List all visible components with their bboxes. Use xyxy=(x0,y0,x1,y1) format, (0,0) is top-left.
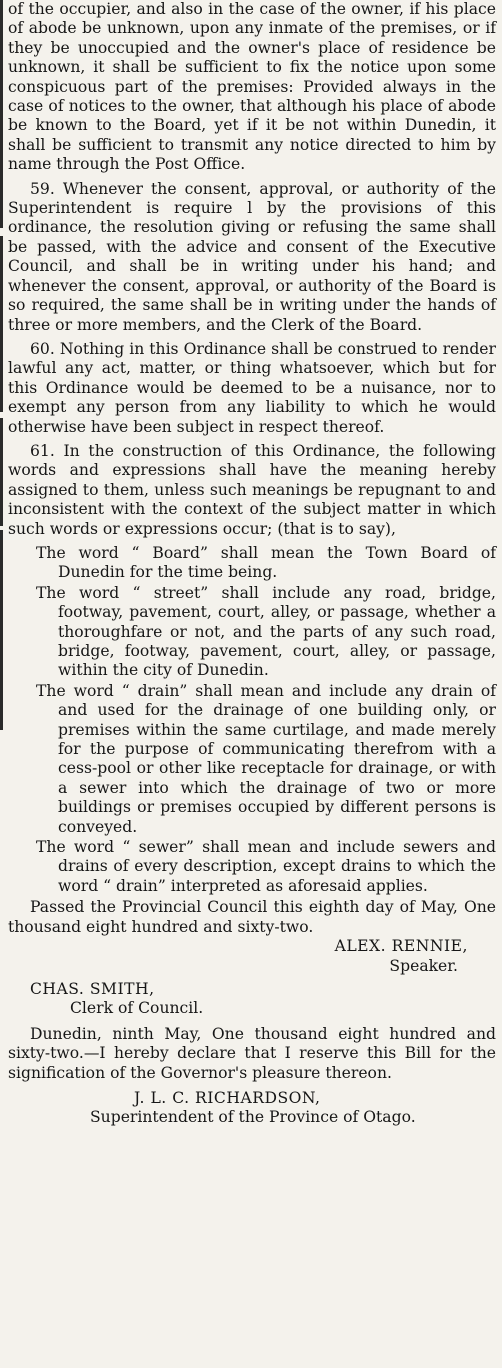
margin-rule xyxy=(0,0,3,228)
definition-sewer: The word “ sewer” shall mean and include sewers and drains of every description, except drains to which the word “ drain” interpreted as aforesaid applies. xyxy=(36,838,496,895)
speaker-name: ALEX. RENNIE, xyxy=(334,937,468,956)
margin-rule xyxy=(0,418,3,526)
margin-rule xyxy=(0,530,3,730)
definition-street: The word “ street” shall include any road, bridge, footway, pavement, court, alley, or passage, whether a thoroughfare or not, and the parts of any such road, bridge, footway, pavement, court, alley, or passage, within the city of Dunedin. xyxy=(36,583,496,680)
section-59: 59. Whenever the consent, approval, or authority of the Superintendent is require l by the provisions of this ordinance, the resolution giving or refusing the same shall be passed, with the advice and consent of the Executive Council, and shall be in writing under his hand; and whenever the consent, approval, or authority of the Board is so required, the same shall be in writing under the hands of three or more members, and the Clerk of the Board. xyxy=(8,179,496,334)
speaker-title: Speaker. xyxy=(389,956,458,975)
definitions-list xyxy=(8,544,496,896)
definition-board: The word “ Board” shall mean the Town Board of Dunedin for the time being. xyxy=(36,543,496,582)
section-61: 61. In the construction of this Ordinance, the following words and expressions shall have the meaning hereby assigned to them, unless such meanings be repugnant to and inconsistent with the context of the subject matter in which such words or expressions occur; (that is to say), xyxy=(8,441,496,538)
superintendent-name: J. L. C. RICHARDSON, xyxy=(134,1088,321,1107)
section-58-continuation: of the occupier, and also in the case of the owner, if his place of abode be unknown, upon any inmate of the premises, or if they be unoccupied and the owner's place of residence be unknown, it shall be sufficient to fix the notice upon some conspicuous part of the premises: Provided always in the case of notices to the owner, that although his place of abode be known to the Board, yet if it be not within Dunedin, it shall be sufficient to transmit any notice directed to him by name through the Post Office. xyxy=(8,0,496,174)
margin-rule xyxy=(0,236,3,412)
reservation-declaration: Dunedin, ninth May, One thousand eight hundred and sixty-two.—I hereby declare that I reserve this Bill for the signification of the Governor's pleasure thereon. xyxy=(8,1024,496,1082)
section-60: 60. Nothing in this Ordinance shall be construed to render lawful any act, matter, or thing whatsoever, which but for this Ordinance would be deemed to be a nuisance, nor to exempt any person from any liability to which he would otherwise have been subject in respect thereof. xyxy=(8,339,496,436)
passed-statement: Passed the Provincial Council this eighth day of May, One thousand eight hundred and sixty-two. xyxy=(8,898,496,936)
clerk-name: CHAS. SMITH, xyxy=(30,979,155,998)
superintendent-title: Superintendent of the Province of Otago. xyxy=(90,1108,416,1127)
definition-drain: The word “ drain” shall mean and include any drain of and used for the drainage of one building only, or premises within the same curtilage, and made merely for the purpose of communicating therefrom with a cess-pool or other like receptacle for drainage, or with a sewer into which the drainage of two or more buildings or premises occupied by different persons is conveyed. xyxy=(36,681,496,836)
clerk-title: Clerk of Council. xyxy=(70,999,204,1018)
